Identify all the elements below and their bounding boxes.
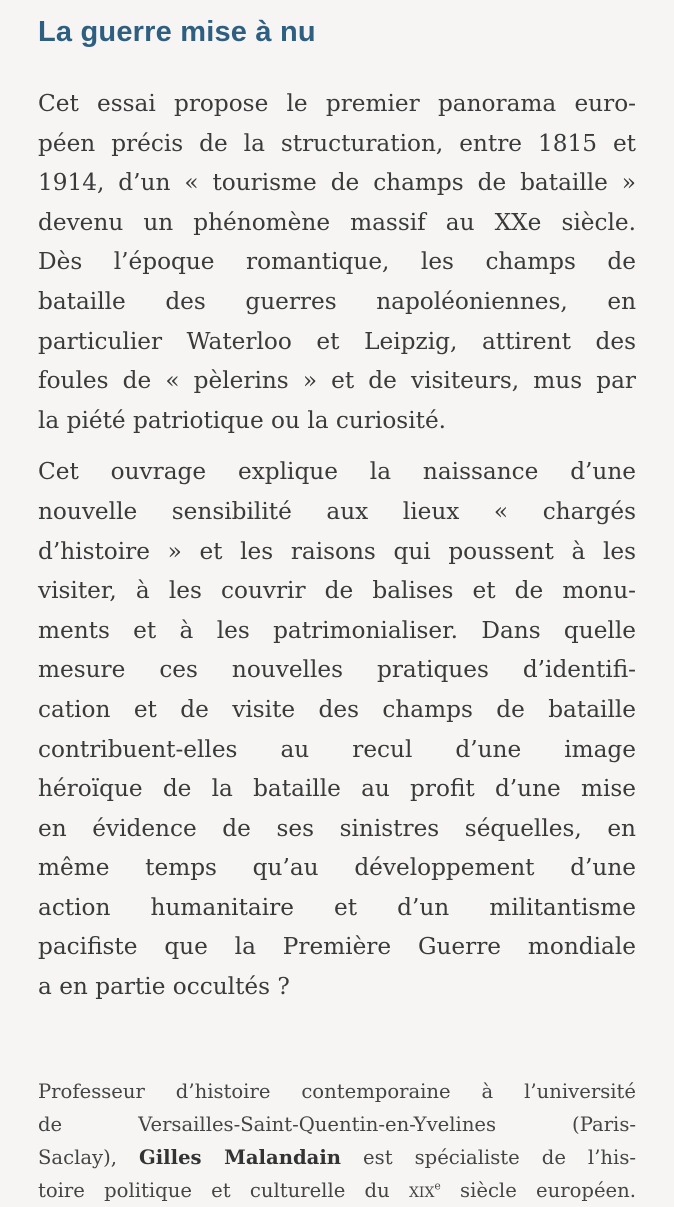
text-line: a en partie occultés ? [38,973,290,1001]
bio-line: de Versailles-Saint-Quentin-en-Yvelines (Paris- [38,1112,636,1136]
text-line: pacifiste que la Première Guerre mondiale [38,933,636,961]
bio-text: siècle européen. [440,1178,636,1202]
author-name: Gilles Malandain [139,1145,342,1169]
text-line: d’histoire » et les raisons qui poussent à les [38,537,636,565]
text-line: ments et à les patrimonialiser. Dans quelle [38,616,636,644]
text-line: Cet essai propose le premier panorama euro- [38,90,636,117]
text-line: mesure ces nouvelles pratiques d’identifi- [38,656,636,684]
bio-text: toire politique et culturelle du [38,1178,409,1202]
text-line: héroïque de la bataille au profit d’une mise [38,775,636,803]
bio-text: Saclay), [38,1145,139,1169]
text-line: bataille des guerres napoléoniennes, en [38,287,636,315]
century-superscript: e [434,1179,441,1193]
text-line: Cet ouvrage explique la naissance d’une [38,458,636,486]
page-title: La guerre mise à nu [38,16,316,48]
summary-paragraph-2 [38,452,636,1006]
text-line: Dès l’époque romantique, les champs de [38,248,636,276]
text-line: visiter, à les couvrir de balises et de monu- [38,577,636,605]
bio-line [38,1141,636,1174]
bio-line [38,1174,636,1207]
bio-line: Professeur d’histoire contemporaine à l’université [38,1079,636,1103]
text-line: nouvelle sensibilité aux lieux « chargés [38,497,636,525]
text-line: en évidence de ses sinistres séquelles, en [38,814,636,842]
text-line: la piété patriotique ou la curiosité. [38,406,447,434]
summary-paragraph-1 [38,84,636,440]
century-numeral: xix [408,1178,435,1202]
author-bio [38,1075,636,1207]
text-line: 1914, d’un « tourisme de champs de bataille » [38,169,636,197]
text-line: particulier Waterloo et Leipzig, attirent des [38,327,636,355]
text-line: cation et de visite des champs de bataille [38,695,636,723]
text-line: même temps qu’au développement d’une [38,854,636,882]
text-line: foules de « pèlerins » et de visiteurs, mus par [38,367,636,395]
bio-text: est spécialiste de l’his- [341,1145,636,1169]
text-line: contribuent-elles au recul d’une image [38,735,636,763]
text-line: devenu un phénomène massif au XXe siècle. [38,208,636,236]
text-line: action humanitaire et d’un militantisme [38,893,636,921]
text-line: péen précis de la structuration, entre 1815 et [38,129,636,157]
